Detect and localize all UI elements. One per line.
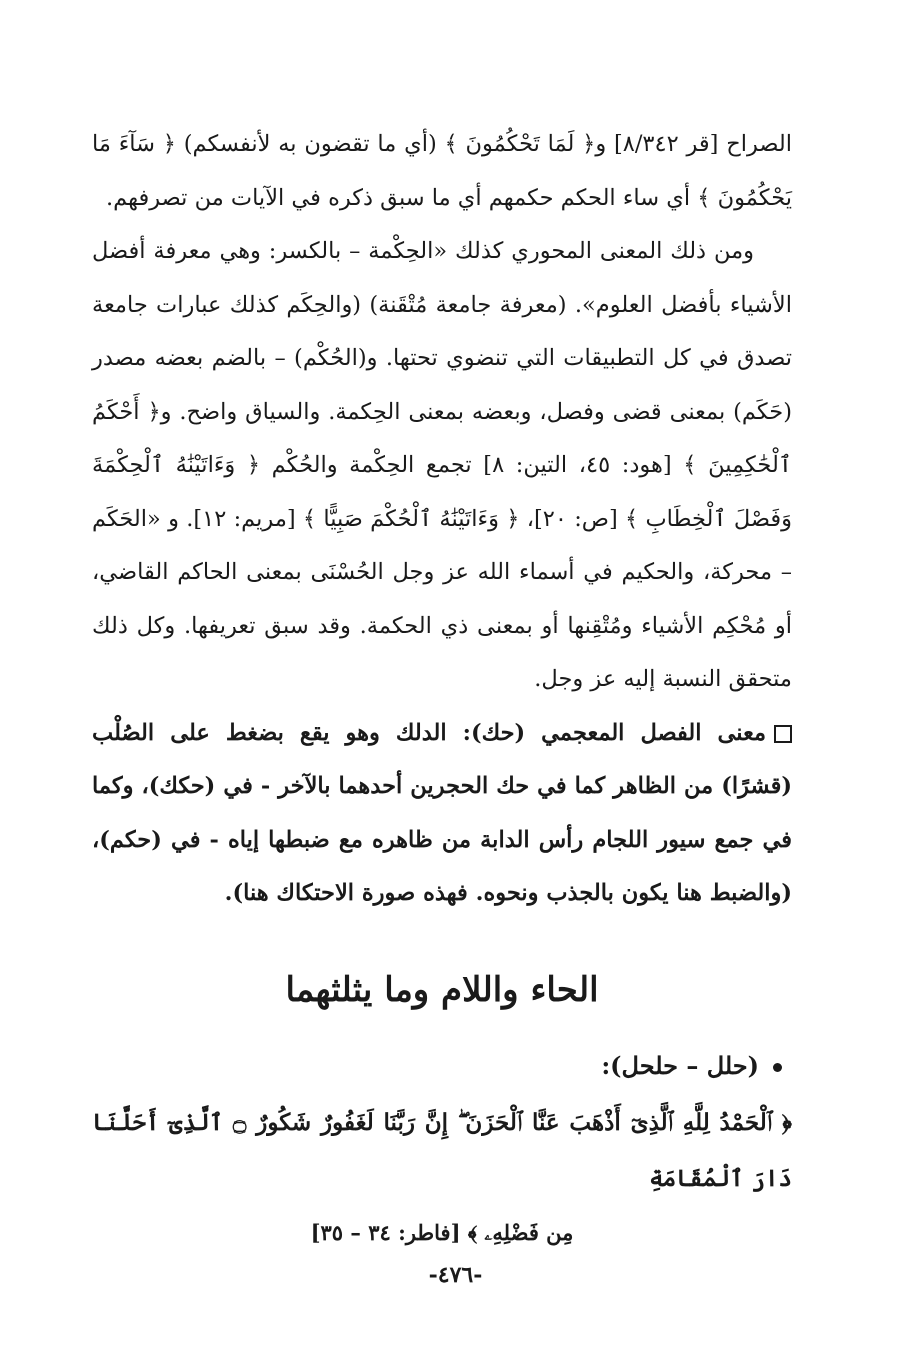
page-body [92,118,792,1259]
subsection-heading-text: (حلل – حلحل): [601,1050,759,1080]
quran-verse: ﴿ ٱلْحَمْدُ لِلَّهِ ٱلَّذِىٓ أَذْهَبَ عَنَّا ٱلْحَزَنَ ۖ إِنَّ رَبَّنَا لَغَفُورٌ شَكُورٌ ۝ ٱلَّذِىٓ أَحَلَّنَا دَارَ ٱلْمُقَامَةِ [92,1108,792,1192]
quran-reference: مِن فَضْلِهِۦ ﴾ [فاطر: ٣٤ – ٣٥] [310,1219,574,1245]
subsection-heading [92,1041,782,1091]
section-title: الحاء واللام وما يثلثهما [285,969,599,1010]
paragraph-1: الصراح [قر ٨/٣٤٢] و﴿ لَمَا تَحْكُمُونَ ﴾ (أي ما تقضون به لأنفسكم) ﴿ سَآءَ مَا يَحْكُمُونَ ﴾ أي ساء الحكم حكمهم أي ما سبق ذكره في الآيات من تصرفهم. [92,131,793,211]
paragraph-3 [92,707,792,921]
page-number: -٤٧٦- [428,1262,483,1288]
paragraph-3-text: معنى الفصل المعجمي (حك): الدلك وهو يقع بضغط على الصُلْب (قشرًا) من الظاهر كما في حك الحجرين أحدهما بالآخر - في (حكك)، وكما في جمع سيور اللجام رأس الدابة من ظاهره مع ضبطها إياه - في (حكم)، (والضبط هنا يكون بالجذب ونحوه. فهذه صورة الاحتكاك هنا). [92,719,792,906]
square-marker-icon [774,725,792,743]
bullet-icon [773,1063,782,1072]
paragraph-2: ومن ذلك المعنى المحوري كذلك «الحِكْمة – بالكسر: وهي معرفة أفضل الأشياء بأفضل العلوم». (معرفة جامعة مُتْقَنة) (والحِكَم كذلك عبارات جامعة تصدق في كل التطبيقات التي تنضوي تحتها. و(الحُكْم) – بالضم بعضه مصدر (حَكَم) بمعنى قضى وفصل، وبعضه بمعنى الحِكمة. والسياق واضح. و﴿ أَحْكَمُ ٱلْحَٰكِمِينَ ﴾ [هود: ٤٥، التين: ٨] تجمع الحِكْمة والحُكْم ﴿ وَءَاتَيْنَٰهُ ٱلْحِكْمَةَ وَفَصْلَ ٱلْخِطَابِ ﴾ [ص: ٢٠]، ﴿ وَءَاتَيْنَٰهُ ٱلْحُكْمَ صَبِيًّا ﴾ [مريم: ١٢]. و «الحَكَم – محركة، والحكيم في أسماء الله عز وجل الحُسْنَى بمعنى الحاكم القاضي، أو مُحْكِم الأشياء ومُتْقِنها أو بمعنى ذي الحكمة. وقد سبق تعريفها. وكل ذلك متحقق النسبة إليه عز وجل. [92,238,793,692]
